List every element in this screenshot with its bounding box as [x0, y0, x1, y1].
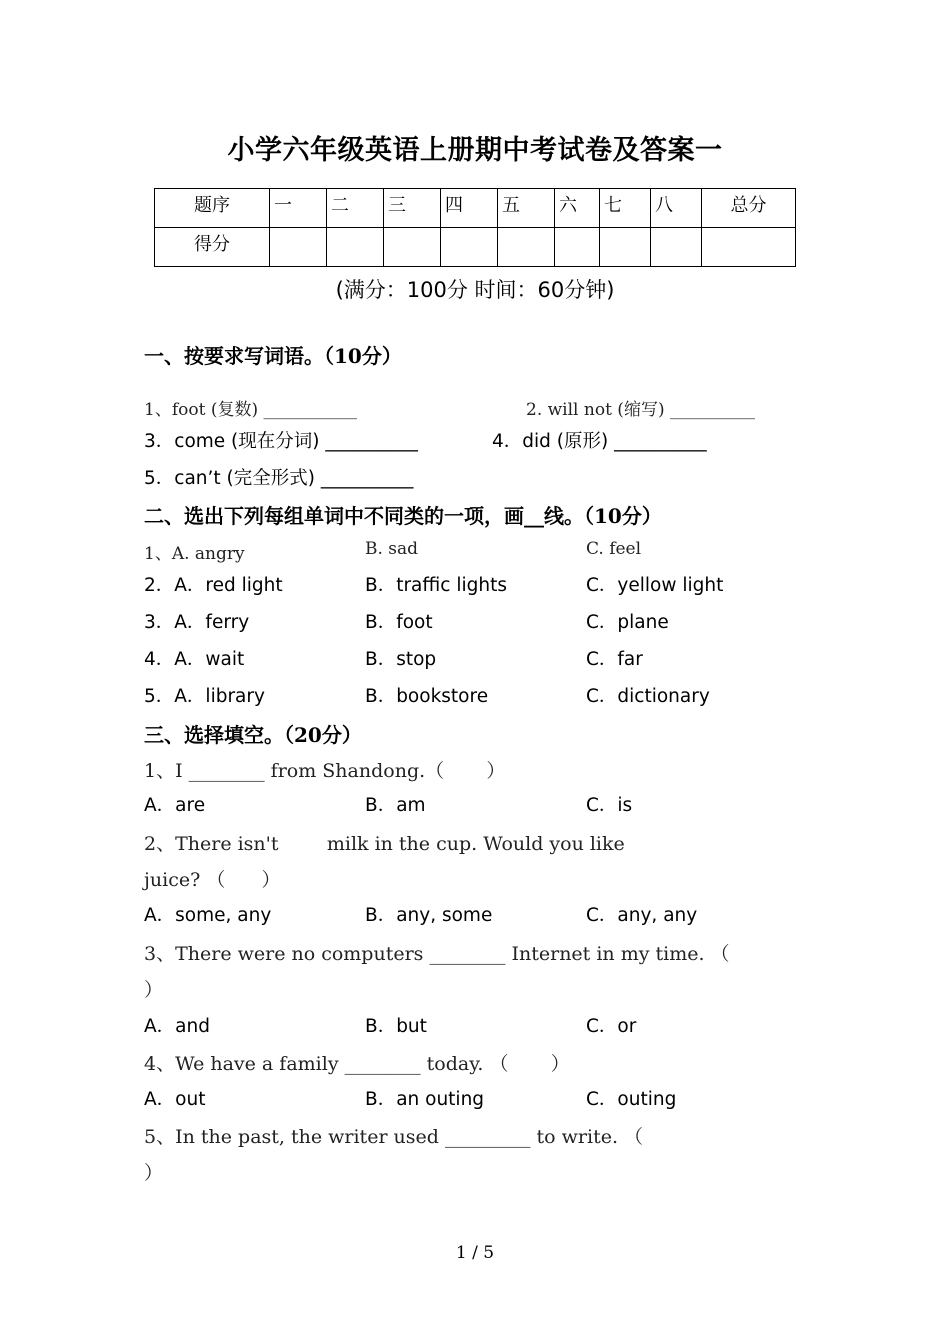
header-cell: 三 [384, 189, 441, 228]
score-table-header-row [155, 189, 796, 228]
section2-option-a: 2．A．red light [144, 575, 283, 596]
score-table [154, 188, 796, 267]
section3-option-a: A．out [144, 1089, 206, 1110]
score-cell[interactable] [702, 228, 796, 267]
section1-question-3: 3．come (现在分词) __________ [144, 431, 418, 452]
section3-question-5-line2: ） [144, 1162, 164, 1184]
section3-question-2-line2: juice? （ ） [144, 869, 281, 891]
section2-option-b: B．traffic lights [365, 575, 507, 596]
section2-option-c: C．far [586, 649, 643, 670]
section2-option-a: 4．A．wait [144, 649, 245, 670]
page-title: 小学六年级英语上册期中考试卷及答案一 [227, 135, 723, 166]
section3-option-b: B．an outing [365, 1089, 485, 1110]
section2-option-a: 3．A．ferry [144, 612, 250, 633]
section1-question-1: 1、foot (复数) ___________ [144, 400, 357, 420]
section2-option-b: B．foot [365, 612, 433, 633]
score-cell[interactable] [441, 228, 498, 267]
page-number: 1 / 5 [455, 1243, 495, 1263]
section1-question-4: 4．did (原形) __________ [492, 431, 707, 452]
section3-option-b: B．am [365, 795, 426, 816]
section3-option-c: C．is [586, 795, 633, 816]
section3-option-c: C．or [586, 1016, 637, 1037]
section2-option-c: C. feel [586, 539, 642, 559]
section3-heading: 三、选择填空。（20分） [144, 723, 362, 747]
section3-question-3-line2: ） [144, 979, 164, 1001]
section2-option-c: C．plane [586, 612, 669, 633]
score-table-score-row [155, 228, 796, 267]
section2-option-a: 1、A. angry [144, 544, 245, 564]
score-cell[interactable] [327, 228, 384, 267]
section2-option-b: B．stop [365, 649, 437, 670]
header-cell: 七 [600, 189, 651, 228]
section2-heading: 二、选出下列每组单词中不同类的一项，画__线。（10分） [144, 504, 662, 528]
section1-question-2: 2. will not (缩写) __________ [526, 400, 755, 420]
section3-option-c: C．outing [586, 1089, 677, 1110]
section1-question-5: 5．can’t (完全形式) __________ [144, 468, 414, 489]
section3-question-3-line1: 3、There were no computers ________ Internet in my time. （ [144, 943, 730, 965]
header-cell: 一 [270, 189, 327, 228]
score-cell[interactable] [651, 228, 702, 267]
header-cell: 题序 [155, 189, 270, 228]
section1-heading: 一、按要求写词语。（10分） [144, 344, 402, 368]
header-cell: 五 [498, 189, 555, 228]
section3-question-5-line1: 5、In the past, the writer used _________ to write. （ [144, 1126, 644, 1148]
section3-option-a: A．and [144, 1016, 210, 1037]
header-cell: 总分 [702, 189, 796, 228]
section3-question-4: 4、We have a family ________ today. （ ） [144, 1053, 570, 1075]
header-cell: 二 [327, 189, 384, 228]
score-cell[interactable] [498, 228, 555, 267]
section2-option-a: 5．A．library [144, 686, 265, 707]
section3-option-c: C．any, any [586, 905, 698, 926]
full-score-info: (满分：100分 时间：60分钟) [335, 278, 615, 302]
section3-option-b: B．any, some [365, 905, 493, 926]
section2-option-b: B．bookstore [365, 686, 489, 707]
section2-option-c: C．dictionary [586, 686, 710, 707]
section3-option-a: A．some, any [144, 905, 272, 926]
section3-option-a: A．are [144, 795, 206, 816]
header-cell: 四 [441, 189, 498, 228]
score-cell[interactable] [270, 228, 327, 267]
section2-option-b: B. sad [365, 539, 419, 559]
row-label-cell: 得分 [155, 228, 270, 267]
section3-question-2-line1: 2、There isn't milk in the cup. Would you like [144, 833, 625, 855]
header-cell: 八 [651, 189, 702, 228]
score-cell[interactable] [555, 228, 600, 267]
score-cell[interactable] [600, 228, 651, 267]
header-cell: 六 [555, 189, 600, 228]
section3-option-b: B．but [365, 1016, 427, 1037]
score-cell[interactable] [384, 228, 441, 267]
section3-question-1: 1、I ________ from Shandong.（ ） [144, 760, 506, 782]
section2-option-c: C．yellow light [586, 575, 724, 596]
